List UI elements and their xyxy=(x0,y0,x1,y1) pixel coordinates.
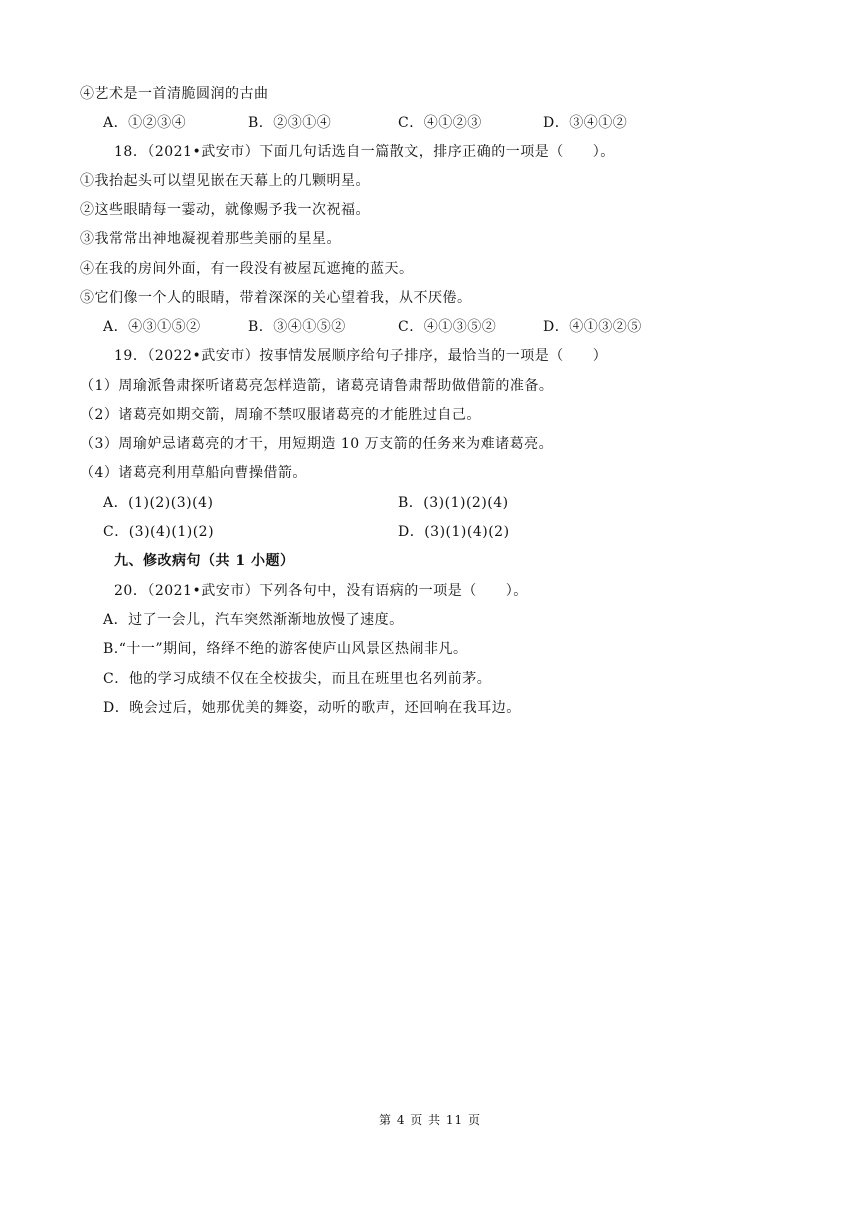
q19-item-4: （4）诸葛亮利用草船向曹操借箭。 xyxy=(80,465,307,481)
q17-option-d: D．③④①② xyxy=(543,115,628,131)
page-footer: 第 4 页 共 11 页 xyxy=(379,1113,481,1127)
q19-item-2: （2）诸葛亮如期交箭，周瑜不禁叹服诸葛亮的才能胜过自己。 xyxy=(80,407,481,423)
q18-item-1: ①我抬起头可以望见嵌在天幕上的几颗明星。 xyxy=(80,173,370,189)
q20-option-d: D．晚会过后，她那优美的舞姿，动听的歌声，还回响在我耳边。 xyxy=(103,700,521,716)
q19-option-a: A．(1)(2)(3)(4) xyxy=(103,495,214,511)
q18-item-3: ③我常常出神地凝视着那些美丽的星星。 xyxy=(80,231,341,247)
q18-option-a: A．④③①⑤② xyxy=(103,319,201,335)
q17-option-c: C．④①②③ xyxy=(398,115,482,131)
section-heading: 九、修改病句（共 1 小题） xyxy=(114,553,295,569)
q17-item-4: ④艺术是一首清脆圆润的古曲 xyxy=(80,86,269,102)
q18-option-d: D．④①③②⑤ xyxy=(543,319,642,335)
q19-option-b: B．(3)(1)(2)(4) xyxy=(398,495,509,511)
q19-stem: 19．（2022•武安市）按事情发展顺序给句子排序，最恰当的一项是（ ） xyxy=(114,348,608,364)
q19-option-d: D．(3)(1)(4)(2) xyxy=(398,524,510,540)
q17-option-b: B．②③①④ xyxy=(248,115,332,131)
q18-option-c: C．④①③⑤② xyxy=(398,319,497,335)
q17-option-a: A．①②③④ xyxy=(103,115,187,131)
q18-item-2: ②这些眼睛每一霎动，就像赐予我一次祝福。 xyxy=(80,202,370,218)
q20-option-a: A．过了一会儿，汽车突然渐渐地放慢了速度。 xyxy=(103,612,404,628)
q18-item-5: ⑤它们像一个人的眼睛，带着深深的关心望着我，从不厌倦。 xyxy=(80,290,472,306)
q20-stem: 20．（2021•武安市）下列各句中，没有语病的一项是（ ）。 xyxy=(114,583,528,599)
q19-item-3: （3）周瑜妒忌诸葛亮的才干，用短期造 10 万支箭的任务来为难诸葛亮。 xyxy=(80,436,554,452)
q19-option-c: C．(3)(4)(1)(2) xyxy=(103,524,215,540)
q20-option-c: C．他的学习成绩不仅在全校拔尖，而且在班里也名列前茅。 xyxy=(103,671,492,687)
q18-option-b: B．③④①⑤② xyxy=(248,319,346,335)
q19-item-1: （1）周瑜派鲁肃探听诸葛亮怎样造箭，诸葛亮请鲁肃帮助做借箭的准备。 xyxy=(80,378,554,394)
q20-option-b: B.“十一”期间，络绎不绝的游客使庐山风景区热闹非凡。 xyxy=(103,641,468,657)
q18-item-4: ④在我的房间外面，有一段没有被屋瓦遮掩的蓝天。 xyxy=(80,261,414,277)
q18-stem: 18．（2021•武安市）下面几句话选自一篇散文，排序正确的一项是（ ）。 xyxy=(114,144,615,160)
